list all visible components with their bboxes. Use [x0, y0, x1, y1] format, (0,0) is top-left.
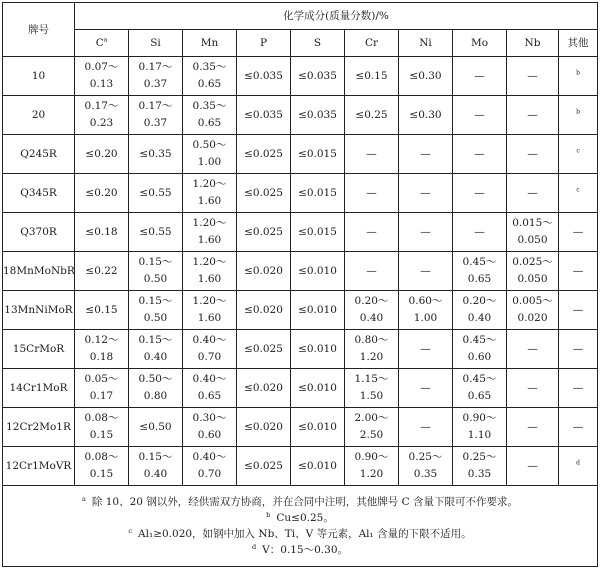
composition-cell: b	[559, 57, 598, 96]
table-row	[3, 369, 598, 408]
composition-cell: ≤0.55	[129, 174, 183, 213]
composition-cell: —	[453, 174, 507, 213]
table-row	[3, 174, 598, 213]
composition-cell: 0.20～ 0.40	[453, 291, 507, 330]
composition-cell: 0.80～ 1.20	[345, 330, 399, 369]
composition-cell: —	[507, 369, 559, 408]
composition-cell: ≤0.020	[237, 408, 291, 447]
composition-cell: ≤0.010	[291, 408, 345, 447]
grade-cell: 12Cr2Mo1R	[3, 408, 75, 447]
composition-cell: 0.40～ 0.65	[183, 369, 237, 408]
composition-cell: 1.20～ 1.60	[183, 252, 237, 291]
composition-cell: 0.40～ 0.70	[183, 330, 237, 369]
grade-cell: 13MnNiMoR	[3, 291, 75, 330]
composition-cell: 0.07～ 0.13	[75, 57, 129, 96]
composition-cell: 0.40～ 0.70	[183, 447, 237, 486]
composition-cell: —	[399, 135, 453, 174]
composition-cell: ≤0.035	[237, 96, 291, 135]
composition-cell: 0.35～ 0.65	[183, 96, 237, 135]
element-header: P	[237, 30, 291, 57]
composition-cell: 0.45～ 0.65	[453, 252, 507, 291]
composition-cell: ≤0.020	[237, 291, 291, 330]
composition-cell: —	[507, 96, 559, 135]
composition-cell: ≤0.15	[75, 291, 129, 330]
composition-cell: ≤0.035	[291, 57, 345, 96]
composition-cell: 0.35～ 0.65	[183, 57, 237, 96]
composition-cell: ≤0.010	[291, 447, 345, 486]
footnote-mark: a	[82, 494, 86, 503]
grade-cell: Q345R	[3, 174, 75, 213]
composition-cell: 0.17～ 0.23	[75, 96, 129, 135]
composition-cell: 0.15～ 0.40	[129, 447, 183, 486]
composition-cell: ≤0.20	[75, 174, 129, 213]
composition-cell: —	[559, 291, 598, 330]
composition-cell: —	[345, 135, 399, 174]
composition-cell: b	[559, 96, 598, 135]
composition-cell: —	[399, 252, 453, 291]
grade-cell: 10	[3, 57, 75, 96]
table-row	[3, 330, 598, 369]
element-header: Cr	[345, 30, 399, 57]
table-row	[3, 252, 598, 291]
composition-title: 化学成分(质量分数)/%	[75, 3, 598, 30]
composition-cell: —	[507, 330, 559, 369]
composition-cell: —	[453, 213, 507, 252]
composition-cell: d	[559, 447, 598, 486]
table-row	[3, 291, 598, 330]
composition-cell: ≤0.035	[237, 57, 291, 96]
composition-cell: ≤0.010	[291, 291, 345, 330]
footnote-text: Cu≤0.25。	[276, 512, 334, 524]
composition-cell: —	[399, 408, 453, 447]
composition-cell: ≤0.010	[291, 330, 345, 369]
composition-cell: ≤0.010	[291, 369, 345, 408]
composition-cell: 0.05～ 0.17	[75, 369, 129, 408]
composition-cell: ≤0.20	[75, 135, 129, 174]
composition-cell: 1.20～ 1.60	[183, 174, 237, 213]
composition-cell: ≤0.22	[75, 252, 129, 291]
composition-cell: ≤0.35	[129, 135, 183, 174]
composition-cell: ≤0.30	[399, 96, 453, 135]
composition-cell: ≤0.025	[237, 213, 291, 252]
composition-cell: c	[559, 174, 598, 213]
composition-cell: 0.15～ 0.50	[129, 291, 183, 330]
grade-cell: 14Cr1MoR	[3, 369, 75, 408]
composition-cell: ≤0.025	[237, 174, 291, 213]
footnote-text: 除 10、20 钢以外，经供需双方协商，并在合同中注明，其他牌号 C 含量下限可不作要求。	[91, 496, 518, 508]
grade-column-header: 牌号	[3, 3, 75, 57]
composition-cell: —	[345, 213, 399, 252]
composition-cell: 2.00～ 2.50	[345, 408, 399, 447]
element-header: C$^a$	[75, 30, 129, 57]
composition-cell: —	[399, 174, 453, 213]
composition-cell: —	[559, 330, 598, 369]
composition-cell: —	[345, 174, 399, 213]
composition-cell: 0.60～ 1.00	[399, 291, 453, 330]
composition-cell: 0.17～ 0.37	[129, 96, 183, 135]
composition-cell: 1.20～ 1.60	[183, 213, 237, 252]
element-header: Si	[129, 30, 183, 57]
footnotes	[3, 486, 598, 567]
composition-cell: 0.25～ 0.35	[453, 447, 507, 486]
composition-cell: ≤0.015	[291, 213, 345, 252]
table-row	[3, 213, 598, 252]
composition-cell: —	[507, 57, 559, 96]
composition-cell: —	[453, 135, 507, 174]
composition-cell: c	[559, 135, 598, 174]
composition-cell: 0.45～ 0.65	[453, 369, 507, 408]
composition-cell: —	[399, 330, 453, 369]
composition-cell: 0.08～ 0.15	[75, 408, 129, 447]
composition-cell: ≤0.035	[291, 96, 345, 135]
composition-cell: 0.08～ 0.15	[75, 447, 129, 486]
footnote-text: Al₁≥0.020，如钢中加入 Nb、Ti、V 等元素，Al₁ 含量的下限不适用。	[138, 528, 472, 540]
composition-cell: 0.90～ 1.20	[345, 447, 399, 486]
grade-cell: 12Cr1MoVR	[3, 447, 75, 486]
footnote-line	[3, 510, 597, 526]
element-header: 其他	[559, 30, 598, 57]
footnote-line	[3, 542, 597, 558]
composition-cell: 0.17～ 0.37	[129, 57, 183, 96]
composition-cell: —	[559, 369, 598, 408]
composition-cell: ≤0.015	[291, 135, 345, 174]
grade-cell: 18MnMoNbR	[3, 252, 75, 291]
composition-cell: ≤0.015	[291, 174, 345, 213]
composition-table-body	[3, 57, 598, 486]
footnote-mark: c	[128, 526, 133, 535]
composition-cell: —	[507, 447, 559, 486]
grade-cell: Q370R	[3, 213, 75, 252]
composition-cell: 0.20～ 0.40	[345, 291, 399, 330]
grade-cell: 15CrMoR	[3, 330, 75, 369]
element-header: Mo	[453, 30, 507, 57]
composition-cell: ≤0.55	[129, 213, 183, 252]
composition-cell: —	[399, 213, 453, 252]
composition-cell: 0.45～ 0.60	[453, 330, 507, 369]
grade-cell: Q245R	[3, 135, 75, 174]
table-row	[3, 96, 598, 135]
element-header: S	[291, 30, 345, 57]
composition-cell: 0.015～ 0.050	[507, 213, 559, 252]
composition-cell: 0.005～ 0.020	[507, 291, 559, 330]
composition-cell: —	[507, 135, 559, 174]
composition-cell: —	[507, 174, 559, 213]
composition-cell: 0.15～ 0.50	[129, 252, 183, 291]
table-row	[3, 408, 598, 447]
composition-cell: ≤0.18	[75, 213, 129, 252]
composition-cell: 1.15～ 1.50	[345, 369, 399, 408]
composition-cell: —	[559, 213, 598, 252]
table-row	[3, 447, 598, 486]
composition-cell: —	[453, 57, 507, 96]
element-header: Mn	[183, 30, 237, 57]
composition-cell: ≤0.15	[345, 57, 399, 96]
composition-cell: —	[559, 408, 598, 447]
composition-cell: ≤0.025	[237, 135, 291, 174]
composition-cell: ≤0.025	[237, 330, 291, 369]
footnote-line	[3, 494, 597, 510]
composition-cell: ≤0.25	[345, 96, 399, 135]
footnote-mark: d	[251, 542, 257, 551]
footnote-line	[3, 526, 597, 542]
composition-cell: 0.30～ 0.60	[183, 408, 237, 447]
table-row	[3, 135, 598, 174]
table-row	[3, 57, 598, 96]
composition-cell: ≤0.020	[237, 252, 291, 291]
composition-cell: 0.90～ 1.10	[453, 408, 507, 447]
composition-cell: 1.20～ 1.60	[183, 291, 237, 330]
composition-cell: —	[559, 252, 598, 291]
composition-cell: —	[345, 252, 399, 291]
footnote-text: V：0.15～0.30。	[262, 544, 348, 556]
composition-cell: 0.12～ 0.18	[75, 330, 129, 369]
composition-cell: —	[507, 408, 559, 447]
composition-cell: —	[453, 96, 507, 135]
composition-cell: ≤0.30	[399, 57, 453, 96]
composition-cell: 0.25～ 0.35	[399, 447, 453, 486]
composition-cell: ≤0.010	[291, 252, 345, 291]
element-header: Ni	[399, 30, 453, 57]
composition-cell: 0.15～ 0.40	[129, 330, 183, 369]
chemical-composition-table	[2, 2, 598, 567]
composition-cell: —	[399, 369, 453, 408]
composition-cell: 0.50～ 0.80	[129, 369, 183, 408]
footnote-marker: a	[103, 36, 108, 44]
grade-cell: 20	[3, 96, 75, 135]
composition-cell: 0.50～ 1.00	[183, 135, 237, 174]
element-header: Nb	[507, 30, 559, 57]
footnote-mark: b	[266, 510, 271, 519]
composition-cell: ≤0.50	[129, 408, 183, 447]
composition-cell: ≤0.020	[237, 369, 291, 408]
composition-cell: 0.025～ 0.050	[507, 252, 559, 291]
composition-cell: ≤0.025	[237, 447, 291, 486]
composition-table-container	[2, 2, 597, 577]
element-header-row	[3, 30, 598, 57]
